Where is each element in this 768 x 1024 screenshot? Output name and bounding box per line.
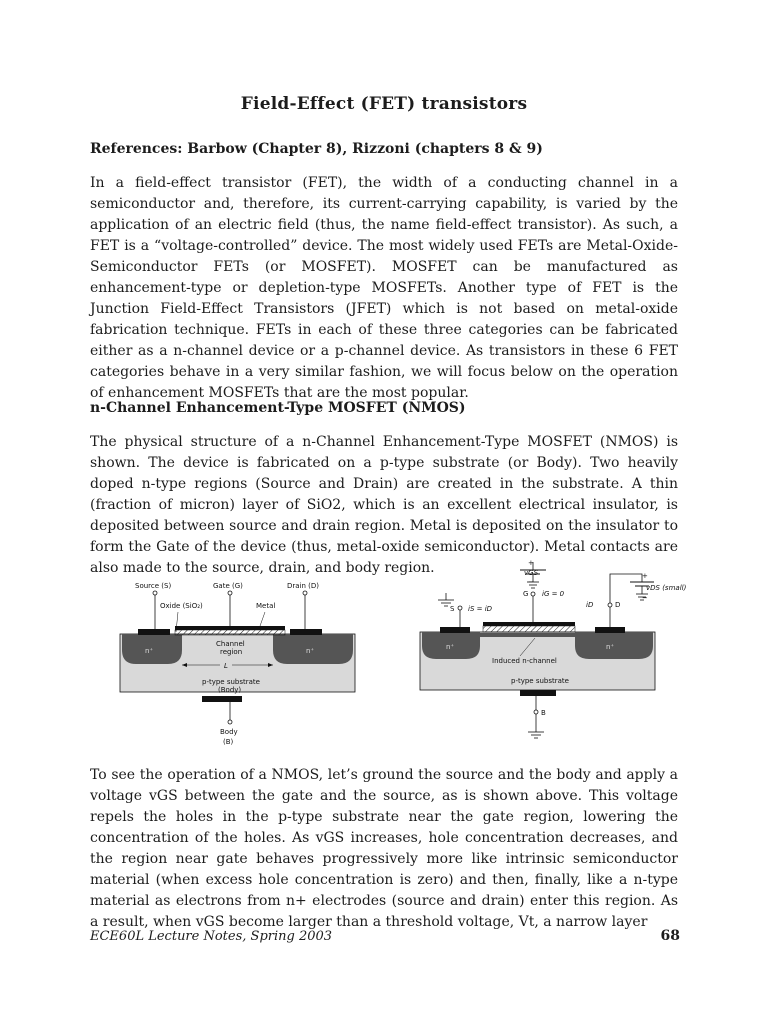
source-label: Source (S) (135, 582, 172, 590)
metal-label: Metal (256, 602, 276, 610)
page-number: 68 (660, 928, 680, 944)
channel-label: Channel (216, 640, 245, 648)
metal-pointer (260, 612, 265, 626)
oxide-label: Oxide (SiO₂) (160, 602, 203, 610)
gate-metal (175, 626, 285, 630)
body-label: Body (220, 728, 238, 736)
gate-metal-right (483, 622, 575, 626)
vds-plus: + (642, 572, 648, 580)
nmos-figure (110, 560, 710, 755)
vds-label: vDS (small) (646, 584, 687, 592)
structure-paragraph: The physical structure of a n-Channel Enhancement-Type MOSFET (NMOS) is shown. The device is fabricated on a p-type substrate (or Body). Two heavily doped n-type regions (Source and Drain) are created in the substrate. A thin (fraction of micron) layer of SiO2, which is an excellent electrical insulator, is deposited between source and drain region. Metal is deposited on the insulator to form the Gate of the device (thus, metal-oxide semiconductor). Metal contacts are also made to the source, drain, and body region. (90, 434, 678, 576)
source-contact-right (440, 627, 470, 633)
vgs-plus: + (528, 560, 534, 567)
drain-nplus-label-right: n⁺ (606, 643, 615, 651)
vgs-minus: − (528, 578, 534, 586)
intro-paragraph: In a field-effect transistor (FET), the width of a conducting channel in a semiconductor and, therefore, its current-carrying capability, is varied by the application of an electric field (thus, the name field-effect transistor). As such, a FET is a “voltage-controlled” device. The most widely used FETs are Metal-Oxide-Semiconductor FETs (or MOSFET). MOSFET can be manufactured as enhancement-type or depletion-type MOSFETs. Another type of FET is the Junction Field-Effect Transistors (JFET) which is not based on metal-oxide fabrication technique. FETs in each of these three categories can be fabricated either as a n-channel device or a p-channel device. As transistors in these 6 FET categories behave in a very similar fashion, we will focus below on the operation of enhancement MOSFETs that are the most popular. (90, 175, 678, 401)
body-label-right: B (541, 709, 546, 717)
operation-paragraph: To see the operation of a NMOS, let’s ground the source and the body and apply a voltage vGS between the gate and the source, as is shown above. This voltage repels the holes in the p-type substrate near the gate region, lowering the concentration of the holes. As vGS increases, hole concentration decreases, and the region near gate behaves progressively more like intrinsic semiconductor material (when excess hole concentration is zero) and then, finally, like a n-type material as electrons from n+ electrodes (source and drain) enter this region. As a result, when vGS become larger than a threshold voltage, Vt, a narrow layer (90, 767, 678, 930)
drain-contact (290, 629, 322, 635)
oxide-layer-right (483, 626, 575, 632)
substrate-label: p-type substrate (202, 678, 260, 686)
length-label: L (224, 662, 228, 670)
oxide-layer (175, 630, 285, 635)
gate-node (228, 591, 232, 595)
page-title: Field-Effect (FET) transistors (240, 94, 528, 114)
nmos-biased-diagram (420, 560, 687, 738)
drain-contact-right (595, 627, 625, 633)
gate-label-right: G (523, 590, 529, 598)
source-label-right: S (450, 605, 455, 613)
nmos-structure-diagram (120, 582, 355, 746)
induced-channel (480, 633, 575, 637)
section-heading: n-Channel Enhancement-Type MOSFET (NMOS) (90, 400, 466, 416)
vds-minus: − (642, 594, 648, 602)
channel-label-line2: region (220, 648, 243, 656)
source-nplus-label: n⁺ (145, 647, 154, 655)
body-node-right (534, 710, 538, 714)
course-footer: ECE60L Lecture Notes, Spring 2003 (90, 929, 333, 944)
ig-label: iG = 0 (542, 590, 565, 598)
body-label-line2: (B) (223, 738, 234, 746)
drain-nplus-label: n⁺ (306, 647, 315, 655)
source-node (153, 591, 157, 595)
induced-channel-label: Induced n-channel (492, 657, 557, 665)
body-node (228, 720, 232, 724)
source-nplus-label-right: n⁺ (446, 643, 455, 651)
drain-label: Drain (D) (287, 582, 320, 590)
body-contact-right (520, 690, 556, 696)
body-contact (202, 696, 242, 702)
drain-node (303, 591, 307, 595)
substrate-label-right: p-type substrate (511, 677, 569, 685)
gate-label: Gate (G) (213, 582, 243, 590)
drain-node-right (608, 603, 612, 607)
vgs-label: vGS (524, 569, 539, 577)
gate-node-right (531, 592, 535, 596)
drain-label-right: D (615, 601, 621, 609)
substrate-label-line2: (Body) (218, 686, 242, 694)
source-contact (138, 629, 170, 635)
source-node-right (458, 606, 462, 610)
references-line: References: Barbow (Chapter 8), Rizzoni (chapters 8 & 9) (90, 141, 543, 157)
is-label: iS = iD (468, 605, 493, 613)
id-label: iD (586, 601, 594, 609)
